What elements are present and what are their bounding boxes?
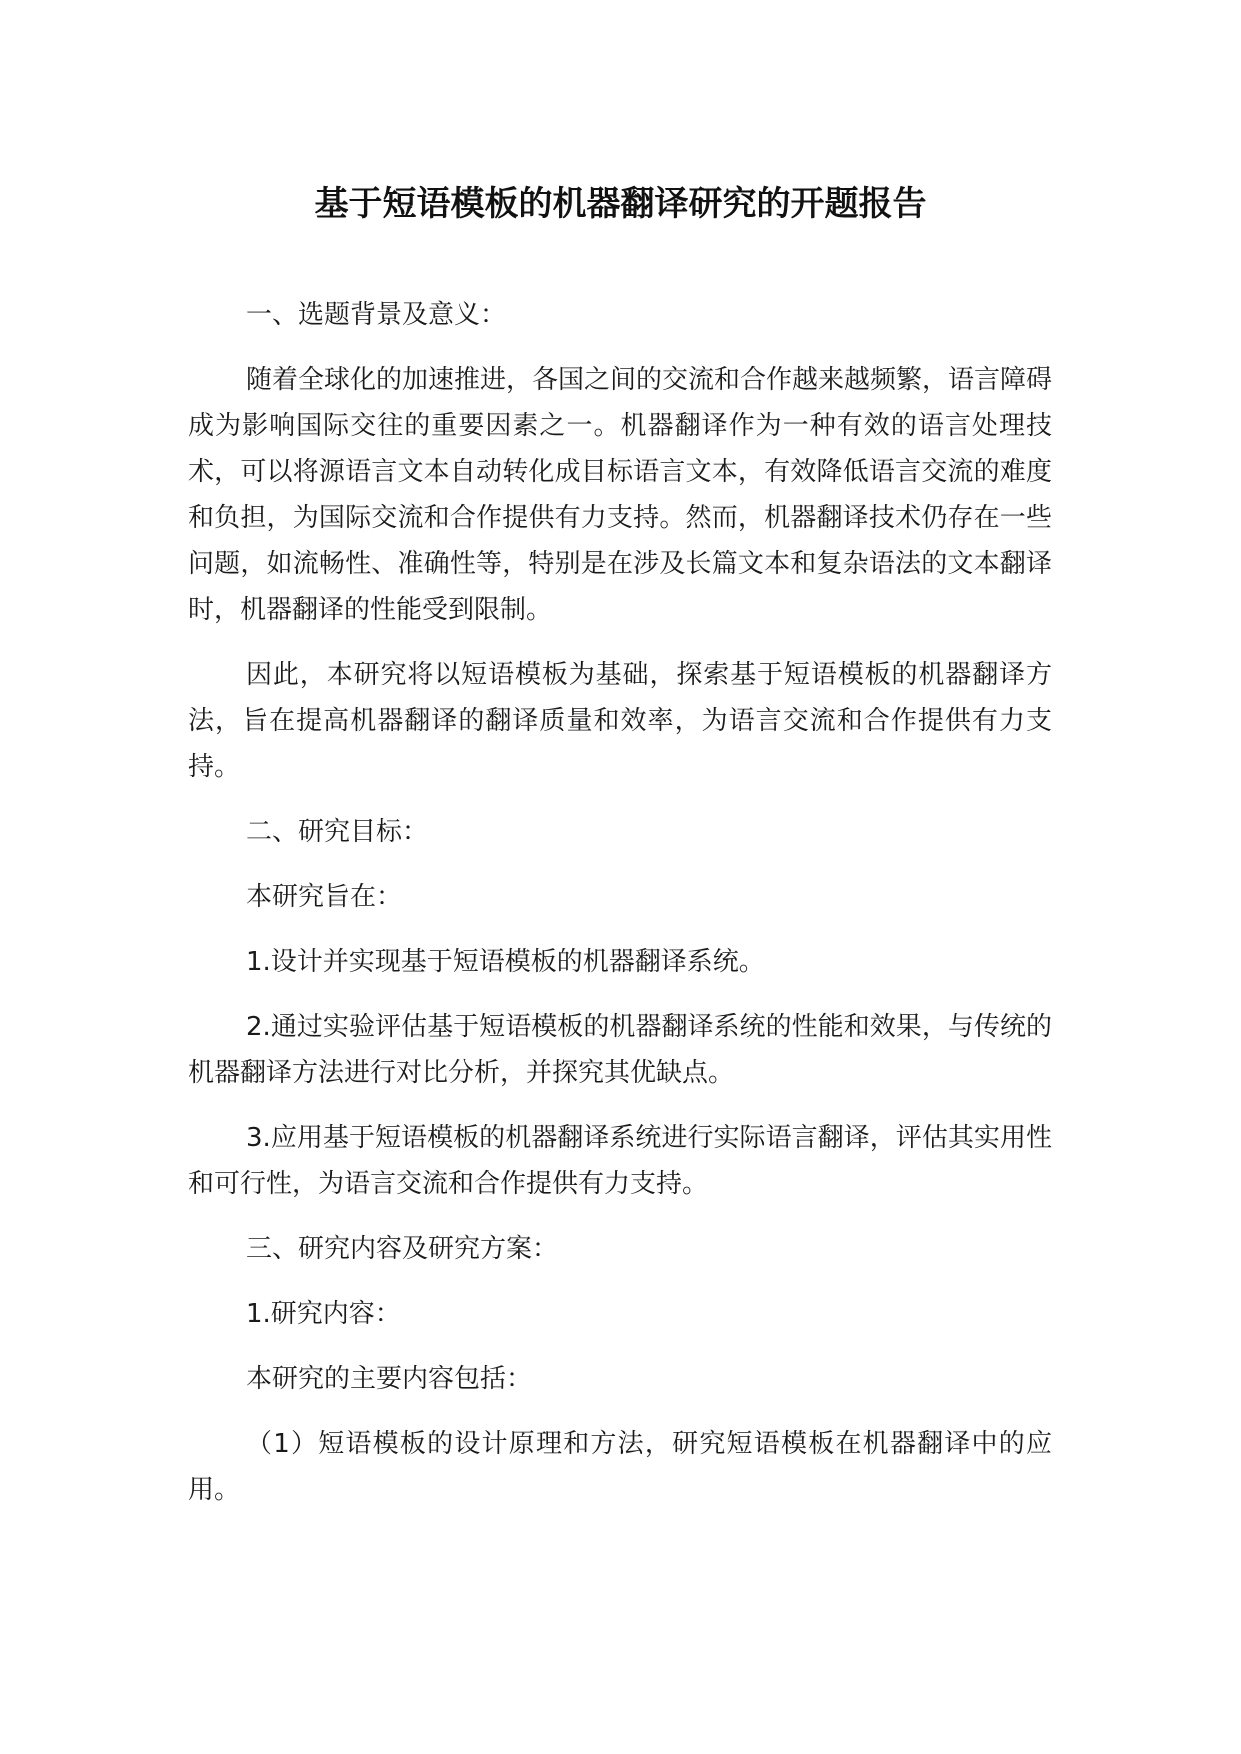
document-title: 基于短语模板的机器翻译研究的开题报告 bbox=[314, 184, 927, 224]
section-heading-background: 一、选题背景及意义： bbox=[246, 300, 507, 330]
document-body bbox=[188, 292, 1052, 1532]
goal-item-1: 1.设计并实现基于短语模板的机器翻译系统。 bbox=[246, 947, 765, 977]
goal-item-2: 2.通过实验评估基于短语模板的机器翻译系统的性能和效果，与传统的机器翻译方法进行对比分析，并探究其优缺点。 bbox=[188, 1012, 1052, 1088]
section-heading-goals: 二、研究目标： bbox=[246, 817, 429, 847]
subsection-heading-content: 1.研究内容： bbox=[246, 1299, 401, 1329]
paragraph-content-intro: 本研究的主要内容包括： bbox=[246, 1364, 533, 1394]
section-heading-content: 三、研究内容及研究方案： bbox=[246, 1234, 559, 1264]
paragraph-goals-intro: 本研究旨在： bbox=[246, 882, 403, 912]
paragraph-purpose: 因此，本研究将以短语模板为基础，探索基于短语模板的机器翻译方法，旨在提高机器翻译的翻译质量和效率，为语言交流和合作提供有力支持。 bbox=[188, 660, 1052, 782]
content-item-1: （1）短语模板的设计原理和方法，研究短语模板在机器翻译中的应用。 bbox=[188, 1429, 1052, 1505]
goal-item-3: 3.应用基于短语模板的机器翻译系统进行实际语言翻译，评估其实用性和可行性，为语言交流和合作提供有力支持。 bbox=[188, 1123, 1052, 1199]
paragraph-background: 随着全球化的加速推进，各国之间的交流和合作越来越频繁，语言障碍成为影响国际交往的重要因素之一。机器翻译作为一种有效的语言处理技术，可以将源语言文本自动转化成目标语言文本，有效降低语言交流的难度和负担，为国际交流和合作提供有力支持。然而，机器翻译技术仍存在一些问题，如流畅性、准确性等，特别是在涉及长篇文本和复杂语法的文本翻译时，机器翻译的性能受到限制。 bbox=[188, 365, 1053, 625]
